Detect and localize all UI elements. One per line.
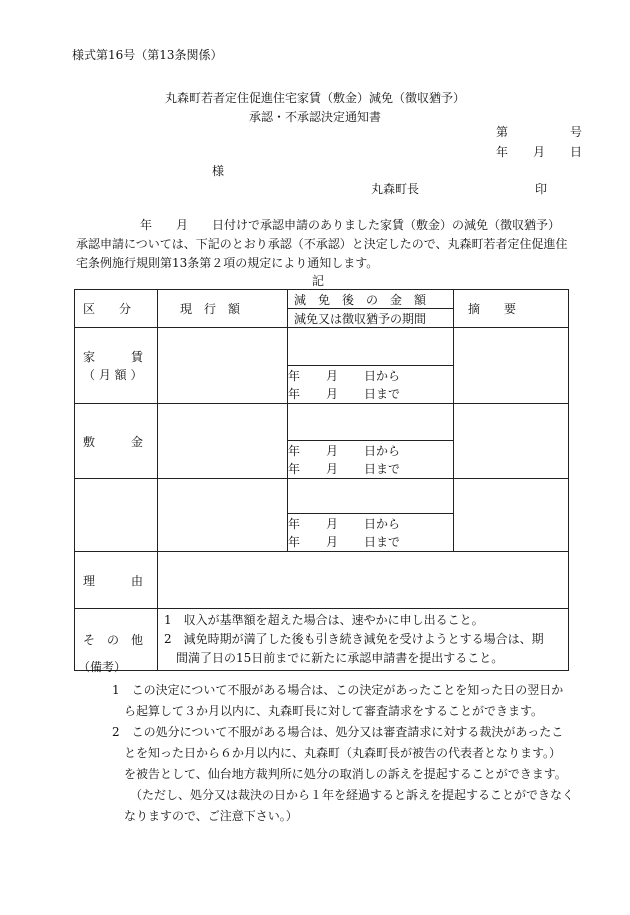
remark-2-line-1: 2 この処分について不服がある場合は、処分又は審査請求に対する裁決があったこ — [112, 725, 564, 739]
date-day: 日 — [570, 145, 583, 159]
row-deposit-label: 敷 金 — [75, 404, 158, 479]
row-blank-after-amount — [288, 479, 454, 514]
period-year: 年 — [288, 461, 301, 476]
period-day-from: 日から — [364, 368, 401, 383]
row-rent-period — [288, 366, 454, 404]
period-day-to: 日まで — [364, 461, 401, 476]
row-deposit-after-amount — [288, 404, 454, 441]
sender-name: 丸森町長 — [371, 182, 420, 196]
form-number: 様式第16号（第13条関係） — [72, 48, 223, 62]
date-year: 年 — [496, 145, 509, 159]
row-blank-remarks — [454, 479, 569, 552]
row-blank-label — [75, 479, 158, 552]
period-year: 年 — [288, 386, 301, 401]
remark-2-line-3: を被告として、仙台地方裁判所に処分の取消しの訴えを提起することができます。 — [124, 767, 567, 781]
header-after-amount: 減 免 後 の 金 額 — [288, 290, 454, 309]
period-year: 年 — [288, 443, 301, 458]
other-note-1: 1 収入が基準額を超えた場合は、速やかに申し出ること。 — [164, 613, 484, 627]
period-month: 月 — [326, 443, 339, 458]
document-title: 丸森町若者定住促進住宅家賃（敷金）減免（徴収猶予） — [164, 91, 465, 105]
remark-2-line-4: （ただし、処分又は裁決の日から１年を経過すると訴えを提起することができなく — [130, 788, 575, 802]
body-line-3: 宅条例施行規則第13条第２項の規定により通知します。 — [76, 256, 379, 270]
period-month: 月 — [326, 368, 339, 383]
period-month: 月 — [326, 461, 339, 476]
row-rent-remarks — [454, 328, 569, 404]
period-year: 年 — [288, 534, 301, 549]
period-day-from: 日から — [364, 516, 401, 531]
reason-label: 理 由 — [75, 552, 158, 609]
period-month: 月 — [326, 386, 339, 401]
remark-2-line-5: なりますので、ご注意下さい。） — [124, 809, 298, 823]
row-rent-label-2: （ 月 額 ） — [83, 367, 143, 382]
row-deposit-current — [158, 404, 288, 479]
period-year: 年 — [288, 516, 301, 531]
period-month: 月 — [326, 534, 339, 549]
remark-2-line-2: とを知った日から６か月以内に、丸森町（丸森町長が被告の代表者となります。） — [124, 746, 562, 760]
body-line-1 — [140, 219, 560, 231]
other-note-3: 間満了日の15日前までに新たに承認申請書を提出すること。 — [164, 651, 504, 665]
row-deposit-remarks — [454, 404, 569, 479]
reason-value — [158, 552, 569, 609]
ki-label: 記 — [312, 274, 325, 288]
remark-1-line-2: ら起算して３か月以内に、丸森町長に対して審査請求をすることができます。 — [124, 704, 544, 718]
document-subtitle: 承認・不承認決定通知書 — [248, 110, 381, 124]
period-day-to: 日まで — [364, 534, 401, 549]
row-blank-current — [158, 479, 288, 552]
row-rent-current — [158, 328, 288, 404]
remarks-heading: （備考） — [78, 660, 127, 674]
row-rent-label — [75, 328, 158, 404]
addressee-suffix: 様 — [212, 164, 225, 178]
number-prefix: 第 — [496, 125, 509, 139]
date-month: 月 — [533, 145, 546, 159]
other-label: そ の 他 — [75, 609, 158, 671]
reduction-table — [74, 289, 569, 674]
other-note-2: 2 減免時期が満了した後も引き続き減免を受けようとする場合は、期 — [164, 632, 544, 646]
body-month: 月 — [176, 218, 189, 232]
period-year: 年 — [288, 368, 301, 383]
period-month: 月 — [326, 516, 339, 531]
seal-mark: 印 — [535, 182, 548, 196]
body-year: 年 — [140, 218, 153, 232]
period-day-to: 日まで — [364, 386, 401, 401]
row-rent-label-1: 家 賃 — [83, 349, 144, 364]
other-notes — [158, 609, 569, 671]
header-period: 減免又は徴収猶予の期間 — [288, 309, 454, 328]
header-remarks: 摘 要 — [454, 290, 569, 328]
period-day-from: 日から — [364, 443, 401, 458]
row-rent-after-amount — [288, 328, 454, 366]
number-suffix: 号 — [570, 125, 583, 139]
body-line-1-text: 日付けで承認申請のありました家賃（敷金）の減免（徴収猶予） — [212, 218, 561, 232]
header-category: 区 分 — [75, 290, 158, 328]
row-blank-period — [288, 514, 454, 552]
row-deposit-period — [288, 441, 454, 479]
header-current-amount: 現 行 額 — [158, 290, 288, 328]
body-line-2: 承認申請については、下記のとおり承認（不承認）と決定したので、丸森町若者定住促進住 — [76, 237, 568, 251]
remark-1-line-1: 1 この決定について不服がある場合は、この決定があったことを知った日の翌日か — [112, 683, 564, 697]
